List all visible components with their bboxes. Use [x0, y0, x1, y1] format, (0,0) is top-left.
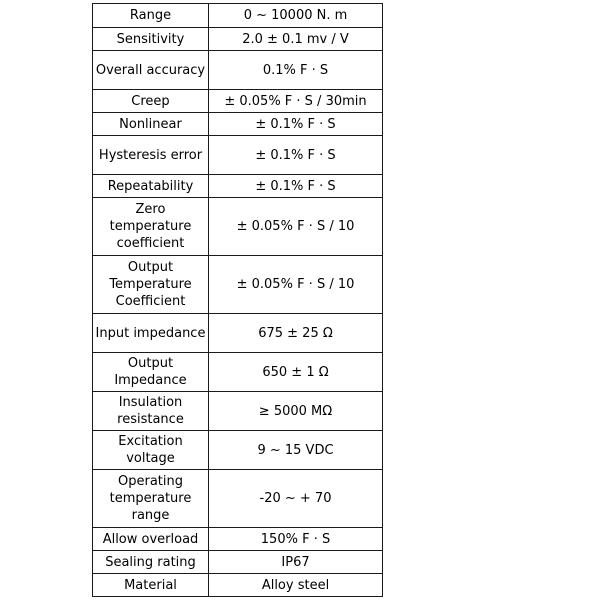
spec-value: ± 0.1% F · S: [209, 113, 383, 136]
spec-value: ≥ 5000 MΩ: [209, 392, 383, 431]
spec-label: Repeatability: [93, 175, 209, 198]
spec-value: 9 ~ 15 VDC: [209, 431, 383, 470]
table-row: [93, 136, 383, 175]
spec-value: 0.1% F · S: [209, 51, 383, 90]
table-row: [93, 551, 383, 574]
spec-value: 2.0 ± 0.1 mv / V: [209, 28, 383, 51]
spec-value: ± 0.05% F · S / 10: [209, 256, 383, 314]
spec-label: Overall accuracy: [93, 51, 209, 90]
spec-value: 150% F · S: [209, 528, 383, 551]
spec-value: ± 0.1% F · S: [209, 136, 383, 175]
table-row: [93, 470, 383, 528]
spec-label: Range: [93, 4, 209, 28]
table-row: [93, 4, 383, 28]
table-row: [93, 431, 383, 470]
spec-label: Input impedance: [93, 314, 209, 353]
table-row: [93, 528, 383, 551]
spec-label: Hysteresis error: [93, 136, 209, 175]
table-row: [93, 314, 383, 353]
spec-value: ± 0.05% F · S / 30min: [209, 90, 383, 113]
spec-label: Output Temperature Coefficient: [93, 256, 209, 314]
spec-label: Excitation voltage: [93, 431, 209, 470]
table-row: [93, 392, 383, 431]
table-row: [93, 90, 383, 113]
spec-label: Zero temperature coefficient: [93, 198, 209, 256]
spec-value: Alloy steel: [209, 574, 383, 597]
spec-label: Nonlinear: [93, 113, 209, 136]
spec-value: -20 ~ + 70: [209, 470, 383, 528]
table-row: [93, 28, 383, 51]
spec-label: Material: [93, 574, 209, 597]
spec-value: 675 ± 25 Ω: [209, 314, 383, 353]
spec-label: Sealing rating: [93, 551, 209, 574]
spec-label: Allow overload: [93, 528, 209, 551]
table-row: [93, 175, 383, 198]
spec-label: Operating temperature range: [93, 470, 209, 528]
spec-label: Sensitivity: [93, 28, 209, 51]
table-row: [93, 51, 383, 90]
spec-value: 650 ± 1 Ω: [209, 353, 383, 392]
table-row: [93, 574, 383, 597]
spec-value: IP67: [209, 551, 383, 574]
specifications-table: [92, 3, 383, 597]
spec-label: Insulation resistance: [93, 392, 209, 431]
table-row: [93, 198, 383, 256]
table-row: [93, 353, 383, 392]
spec-value: ± 0.1% F · S: [209, 175, 383, 198]
table-row: [93, 256, 383, 314]
table-row: [93, 113, 383, 136]
spec-value: 0 ~ 10000 N. m: [209, 4, 383, 28]
spec-label: Output Impedance: [93, 353, 209, 392]
spec-label: Creep: [93, 90, 209, 113]
spec-value: ± 0.05% F · S / 10: [209, 198, 383, 256]
